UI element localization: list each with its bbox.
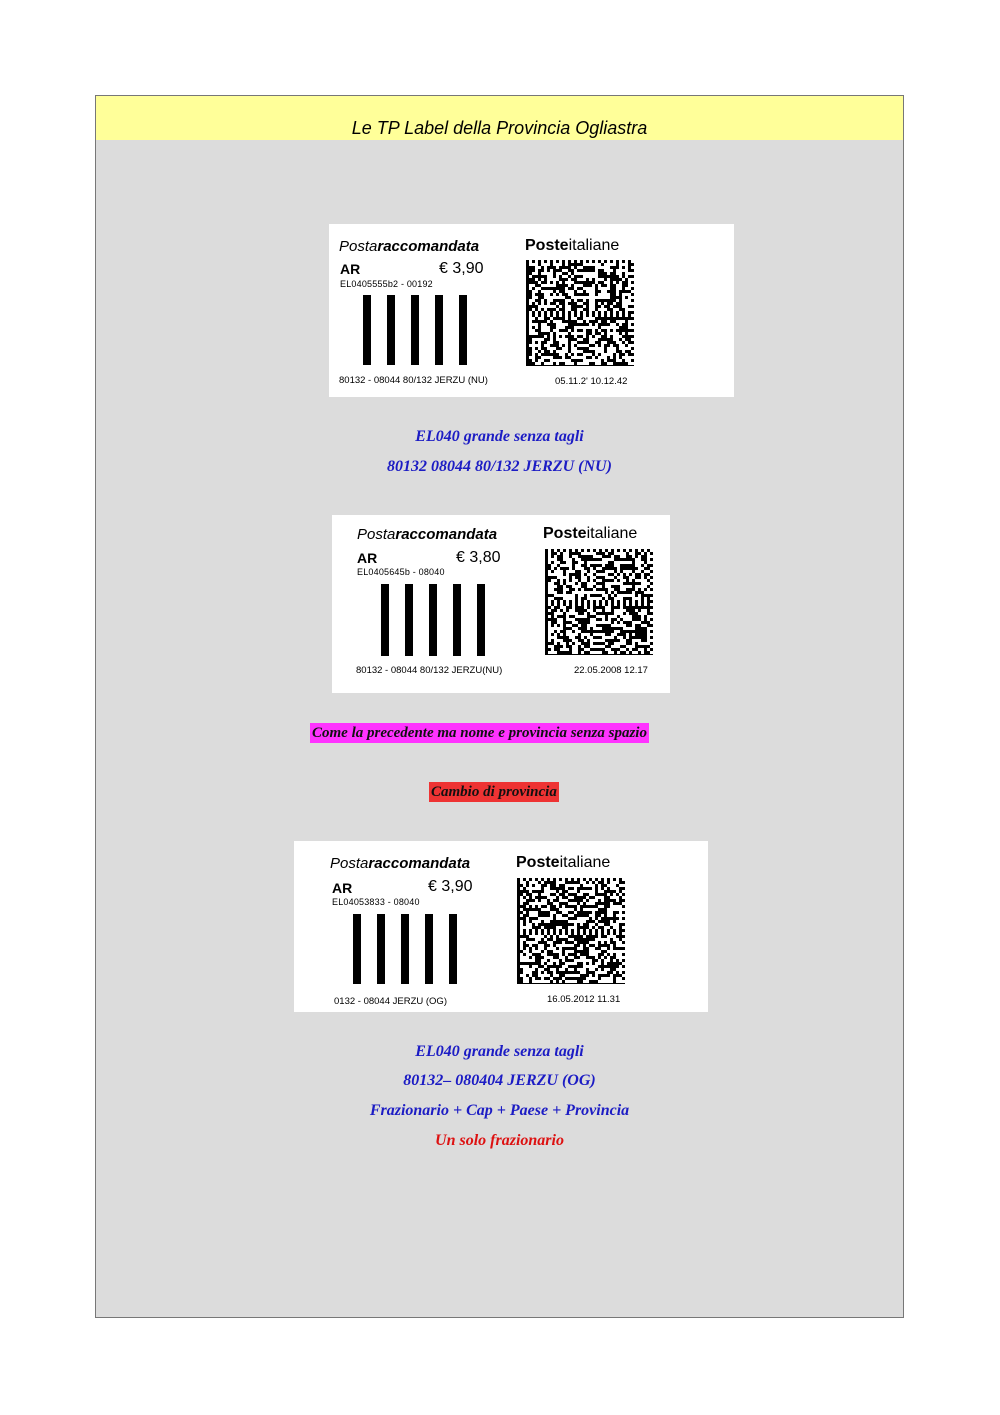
brand-bold: raccomandata: [395, 526, 498, 543]
timestamp: 22.05.2008 12.17: [574, 665, 648, 676]
brand-text: [357, 526, 497, 543]
brand-light: Posta: [339, 238, 378, 255]
service-type: AR: [332, 880, 353, 896]
postage-label-3: [294, 841, 708, 1012]
sender-address: 80132 - 08044 80/132 JERZU(NU): [356, 665, 503, 676]
timestamp: 16.05.2012 11.31: [547, 994, 621, 1005]
caption-line: Frazionario + Cap + Paese + Provincia: [369, 1102, 630, 1119]
caption-line: 80132 08044 80/132 JERZU (NU): [387, 458, 612, 475]
barcode-bars: [353, 914, 457, 984]
service-type: AR: [357, 550, 378, 566]
poste-light: italiane: [559, 854, 611, 871]
postage-label-2: [332, 515, 670, 693]
caption-line: 80132– 080404 JERZU (OG): [403, 1072, 596, 1089]
tracking-code: EL04053833 - 08040: [332, 897, 420, 907]
price: € 3,90: [439, 260, 484, 277]
brand-light: Posta: [357, 526, 396, 543]
postage-label-1: [329, 224, 734, 397]
tracking-code: EL0405645b - 08040: [357, 567, 445, 577]
brand-text: [330, 855, 470, 872]
poste-bold: Poste: [525, 237, 569, 254]
brand-light: Posta: [330, 855, 369, 872]
barcode-bars: [381, 584, 485, 656]
caption-line: EL040 grande senza tagli: [415, 428, 584, 445]
brand-bold: raccomandata: [377, 238, 480, 255]
poste-logo-text: [543, 525, 637, 543]
sender-address: 80132 - 08044 80/132 JERZU (NU): [339, 375, 488, 386]
document-sheet: [95, 95, 904, 1318]
caption-line: EL040 grande senza tagli: [415, 1043, 584, 1060]
sender-address: 0132 - 08044 JERZU (OG): [334, 996, 447, 1007]
poste-logo-text: [525, 237, 619, 255]
price: € 3,90: [428, 878, 473, 895]
poste-bold: Poste: [543, 525, 587, 542]
timestamp: 05.11.2' 10.12.42: [555, 376, 628, 387]
title-bar: [96, 96, 903, 140]
datamatrix-code-icon: [545, 549, 653, 655]
caption-line-red: Un solo frazionario: [435, 1132, 564, 1149]
highlight-note: Come la precedente ma nome e provincia senza spazio: [312, 725, 647, 741]
poste-light: italiane: [568, 237, 620, 254]
page-title: Le TP Label della Provincia Ogliastra: [351, 118, 648, 138]
tracking-code: EL0405555b2 - 00192: [340, 279, 433, 289]
poste-logo-text: [516, 854, 610, 872]
province-change-note: Cambio di provincia: [431, 784, 557, 800]
price: € 3,80: [456, 549, 501, 566]
brand-text: [339, 238, 479, 255]
brand-bold: raccomandata: [368, 855, 471, 872]
datamatrix-code-icon: [526, 260, 634, 366]
poste-bold: Poste: [516, 854, 560, 871]
barcode-bars: [363, 295, 467, 365]
datamatrix-code-icon: [517, 878, 625, 984]
poste-light: italiane: [586, 525, 638, 542]
service-type: AR: [340, 261, 361, 277]
